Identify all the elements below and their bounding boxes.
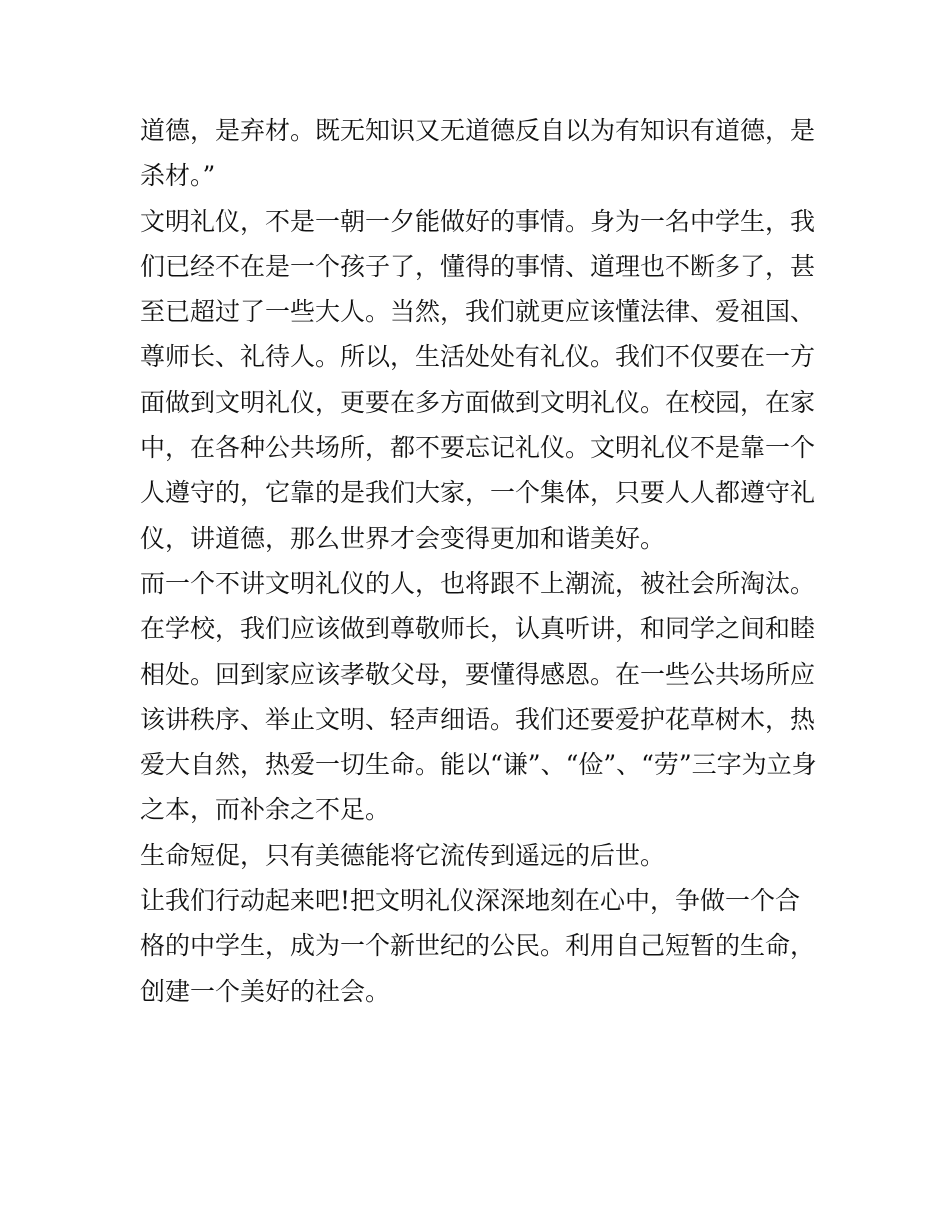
paragraph-1: 道德，是弃材。既无知识又无道德反自以为有知识有道德，是杀材。” <box>140 116 816 191</box>
document-body <box>140 108 820 1014</box>
paragraph-4: 生命短促，只有美德能将它流传到遥远的后世。 <box>140 840 666 870</box>
paragraph-2: 文明礼仪，不是一朝一夕能做好的事情。身为一名中学生，我们已经不在是一个孩子了，懂得的事情、道理也不断多了，甚至已超过了一些大人。当然，我们就更应该懂法律、爱祖国、尊师长、礼待人。所以，生活处处有礼仪。我们不仅要在一方面做到文明礼仪，更要在多方面做到文明礼仪。在校园，在家中，在各种公共场所，都不要忘记礼仪。文明礼仪不是靠一个人遵守的，它靠的是我们大家，一个集体，只要人人都遵守礼仪，讲道德，那么世界才会变得更加和谐美好。 <box>140 206 816 553</box>
paragraph-3: 而一个不讲文明礼仪的人，也将跟不上潮流，被社会所淘汰。在学校，我们应该做到尊敬师长，认真听讲，和同学之间和睦相处。回到家应该孝敬父母，要懂得感恩。在一些公共场所应该讲秩序、举止文明、轻声细语。我们还要爱护花草树木，热爱大自然，热爱一切生命。能以“谦”、“俭”、“劳”三字为立身之本，而补余之不足。 <box>140 568 817 825</box>
paragraph-5: 让我们行动起来吧!把文明礼仪深深地刻在心中，争做一个合格的中学生，成为一个新世纪的公民。利用自己短暂的生命，创建一个美好的社会。 <box>140 886 816 1006</box>
